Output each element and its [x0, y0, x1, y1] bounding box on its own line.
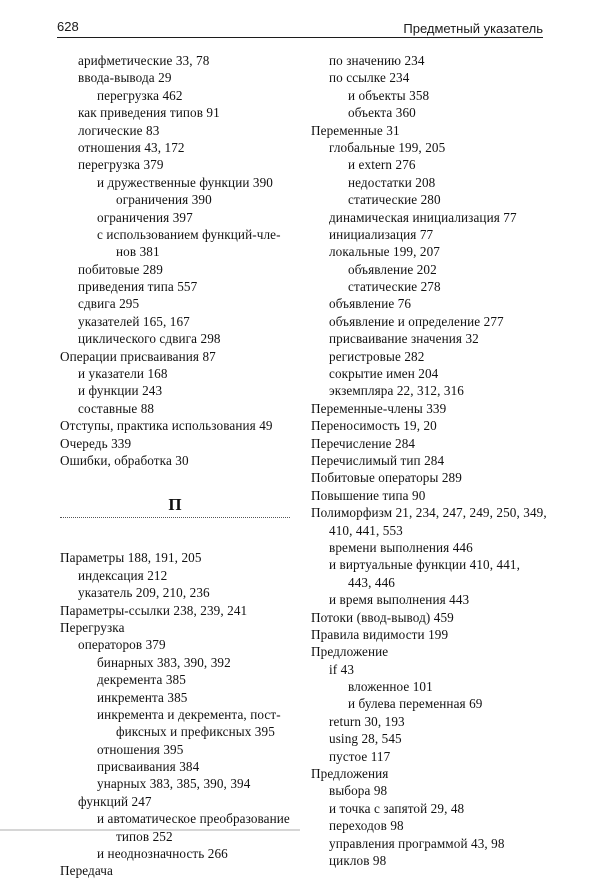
- index-entry: с использованием функций-чле-: [97, 226, 281, 242]
- index-entry: динамическая инициализация 77: [329, 209, 517, 225]
- index-entry: Переменные 31: [311, 122, 400, 138]
- index-entry: Потоки (ввод-вывод) 459: [311, 609, 454, 625]
- index-entry: объявление 76: [329, 296, 412, 312]
- index-entry: времени выполнения 446: [329, 539, 473, 555]
- index-entry: и указатели 168: [78, 366, 168, 382]
- index-entry: Ошибки, обработка 30: [60, 452, 189, 468]
- index-entry: указатель 209, 210, 236: [78, 585, 210, 601]
- index-entry: 410, 441, 553: [329, 522, 403, 538]
- letter-heading: П: [168, 495, 182, 515]
- index-entry: 443, 446: [348, 574, 395, 590]
- index-entries-before: [60, 52, 305, 469]
- index-entry: инкремента и декремента, пост-: [97, 706, 281, 722]
- index-entry: и объекты 358: [348, 87, 430, 103]
- index-entry: глобальные 199, 205: [329, 139, 446, 155]
- index-entry: статические 280: [348, 192, 441, 208]
- index-entry: приведения типа 557: [78, 279, 198, 295]
- index-entry: и функции 243: [78, 383, 163, 399]
- index-entry: ограничения 390: [116, 192, 212, 208]
- index-entry: локальные 199, 207: [329, 244, 440, 260]
- index-entry: указателей 165, 167: [78, 313, 190, 329]
- index-entry: бинарных 383, 390, 392: [97, 654, 231, 670]
- index-entry: Операции присваивания 87: [60, 348, 216, 364]
- index-entry: Побитовые операторы 289: [311, 470, 462, 486]
- index-entry: Правила видимости 199: [311, 626, 449, 642]
- index-entry: логические 83: [78, 122, 160, 138]
- index-entry: операторов 379: [78, 637, 166, 653]
- index-entry: перегрузка 462: [97, 87, 183, 103]
- index-entry: сдвига 295: [78, 296, 140, 312]
- page-bottom-edge: [0, 829, 300, 831]
- index-entry: Перегрузка: [60, 619, 125, 635]
- index-entry: Перечислимый тип 284: [311, 452, 445, 468]
- index-entry: перегрузка 379: [78, 157, 164, 173]
- index-entry: и булева переменная 69: [348, 696, 483, 712]
- index-column-left: [60, 52, 305, 880]
- index-entry: и автоматическое преобразование: [97, 811, 290, 827]
- index-entry: и время выполнения 443: [329, 592, 470, 608]
- index-entry: объявление и определение 277: [329, 313, 504, 329]
- index-entry: инкремента 385: [97, 689, 188, 705]
- index-entry: и extern 276: [348, 157, 416, 173]
- index-entry: и виртуальные функции 410, 441,: [329, 557, 520, 573]
- index-column-right: [311, 52, 556, 869]
- index-entry: типов 252: [116, 828, 173, 844]
- index-entry: сокрытие имен 204: [329, 366, 439, 382]
- index-entry: объявление 202: [348, 261, 437, 277]
- index-entry: Параметры-ссылки 238, 239, 241: [60, 602, 248, 618]
- index-entry: Переменные-члены 339: [311, 400, 447, 416]
- index-entry: и дружественные функции 390: [97, 174, 273, 190]
- index-entry: ввода-вывода 29: [78, 70, 172, 86]
- index-entry: арифметические 33, 78: [78, 53, 210, 68]
- index-entry: отношения 395: [97, 741, 184, 757]
- section-title: Предметный указатель: [403, 21, 543, 36]
- letter-divider: [60, 517, 290, 518]
- index-entry: Повышение типа 90: [311, 487, 426, 503]
- index-entry: по ссылке 234: [329, 70, 410, 86]
- index-entry: Переносимость 19, 20: [311, 418, 437, 434]
- index-entry: по значению 234: [329, 53, 425, 68]
- index-entry: return 30, 193: [329, 713, 405, 729]
- header-divider: [57, 37, 543, 38]
- index-entry: Предложение: [311, 644, 389, 660]
- index-entry: Отступы, практика использования 49: [60, 418, 273, 434]
- index-entry: побитовые 289: [78, 261, 163, 277]
- index-entry: составные 88: [78, 400, 155, 416]
- index-entry: циклов 98: [329, 852, 387, 868]
- index-entry: пустое 117: [329, 748, 391, 764]
- index-entry: функций 247: [78, 793, 152, 809]
- index-entry: Полиморфизм 21, 234, 247, 249, 250, 349,: [311, 505, 547, 521]
- index-entry: if 43: [329, 661, 355, 677]
- index-entry: отношения 43, 172: [78, 139, 185, 155]
- page-number: 628: [57, 19, 79, 34]
- index-entry: using 28, 545: [329, 731, 402, 747]
- index-entry: ограничения 397: [97, 209, 193, 225]
- index-entry: статические 278: [348, 279, 441, 295]
- index-entry: индексация 212: [78, 567, 168, 583]
- index-entry: выбора 98: [329, 783, 388, 799]
- index-entry: Параметры 188, 191, 205: [60, 550, 202, 566]
- index-entry: нов 381: [116, 244, 160, 260]
- index-entry: недостатки 208: [348, 174, 436, 190]
- page-header: [57, 17, 543, 39]
- index-entry: экземпляра 22, 312, 316: [329, 383, 464, 399]
- index-entry: инициализация 77: [329, 226, 434, 242]
- index-entry: Перечисление 284: [311, 435, 416, 451]
- index-entry: и неоднозначность 266: [97, 846, 228, 862]
- index-entry: присваивание значения 32: [329, 331, 479, 347]
- index-entry: вложенное 101: [348, 679, 433, 695]
- index-entry: унарных 383, 385, 390, 394: [97, 776, 251, 792]
- index-entry: переходов 98: [329, 818, 404, 834]
- index-entry: Очередь 339: [60, 435, 132, 451]
- index-entry: объекта 360: [348, 105, 416, 121]
- index-entry: присваивания 384: [97, 759, 200, 775]
- index-entry: Предложения: [311, 766, 389, 782]
- index-entry: и точка с запятой 29, 48: [329, 800, 465, 816]
- index-entry: Передача: [60, 863, 113, 879]
- index-entry: управления программой 43, 98: [329, 835, 505, 851]
- index-entries: [311, 52, 556, 869]
- index-entry: декремента 385: [97, 672, 186, 688]
- index-entry: фиксных и префиксных 395: [116, 724, 275, 740]
- index-entry: как приведения типов 91: [78, 105, 220, 121]
- letter-section: [60, 469, 305, 549]
- index-entry: циклического сдвига 298: [78, 331, 221, 347]
- index-entry: регистровые 282: [329, 348, 425, 364]
